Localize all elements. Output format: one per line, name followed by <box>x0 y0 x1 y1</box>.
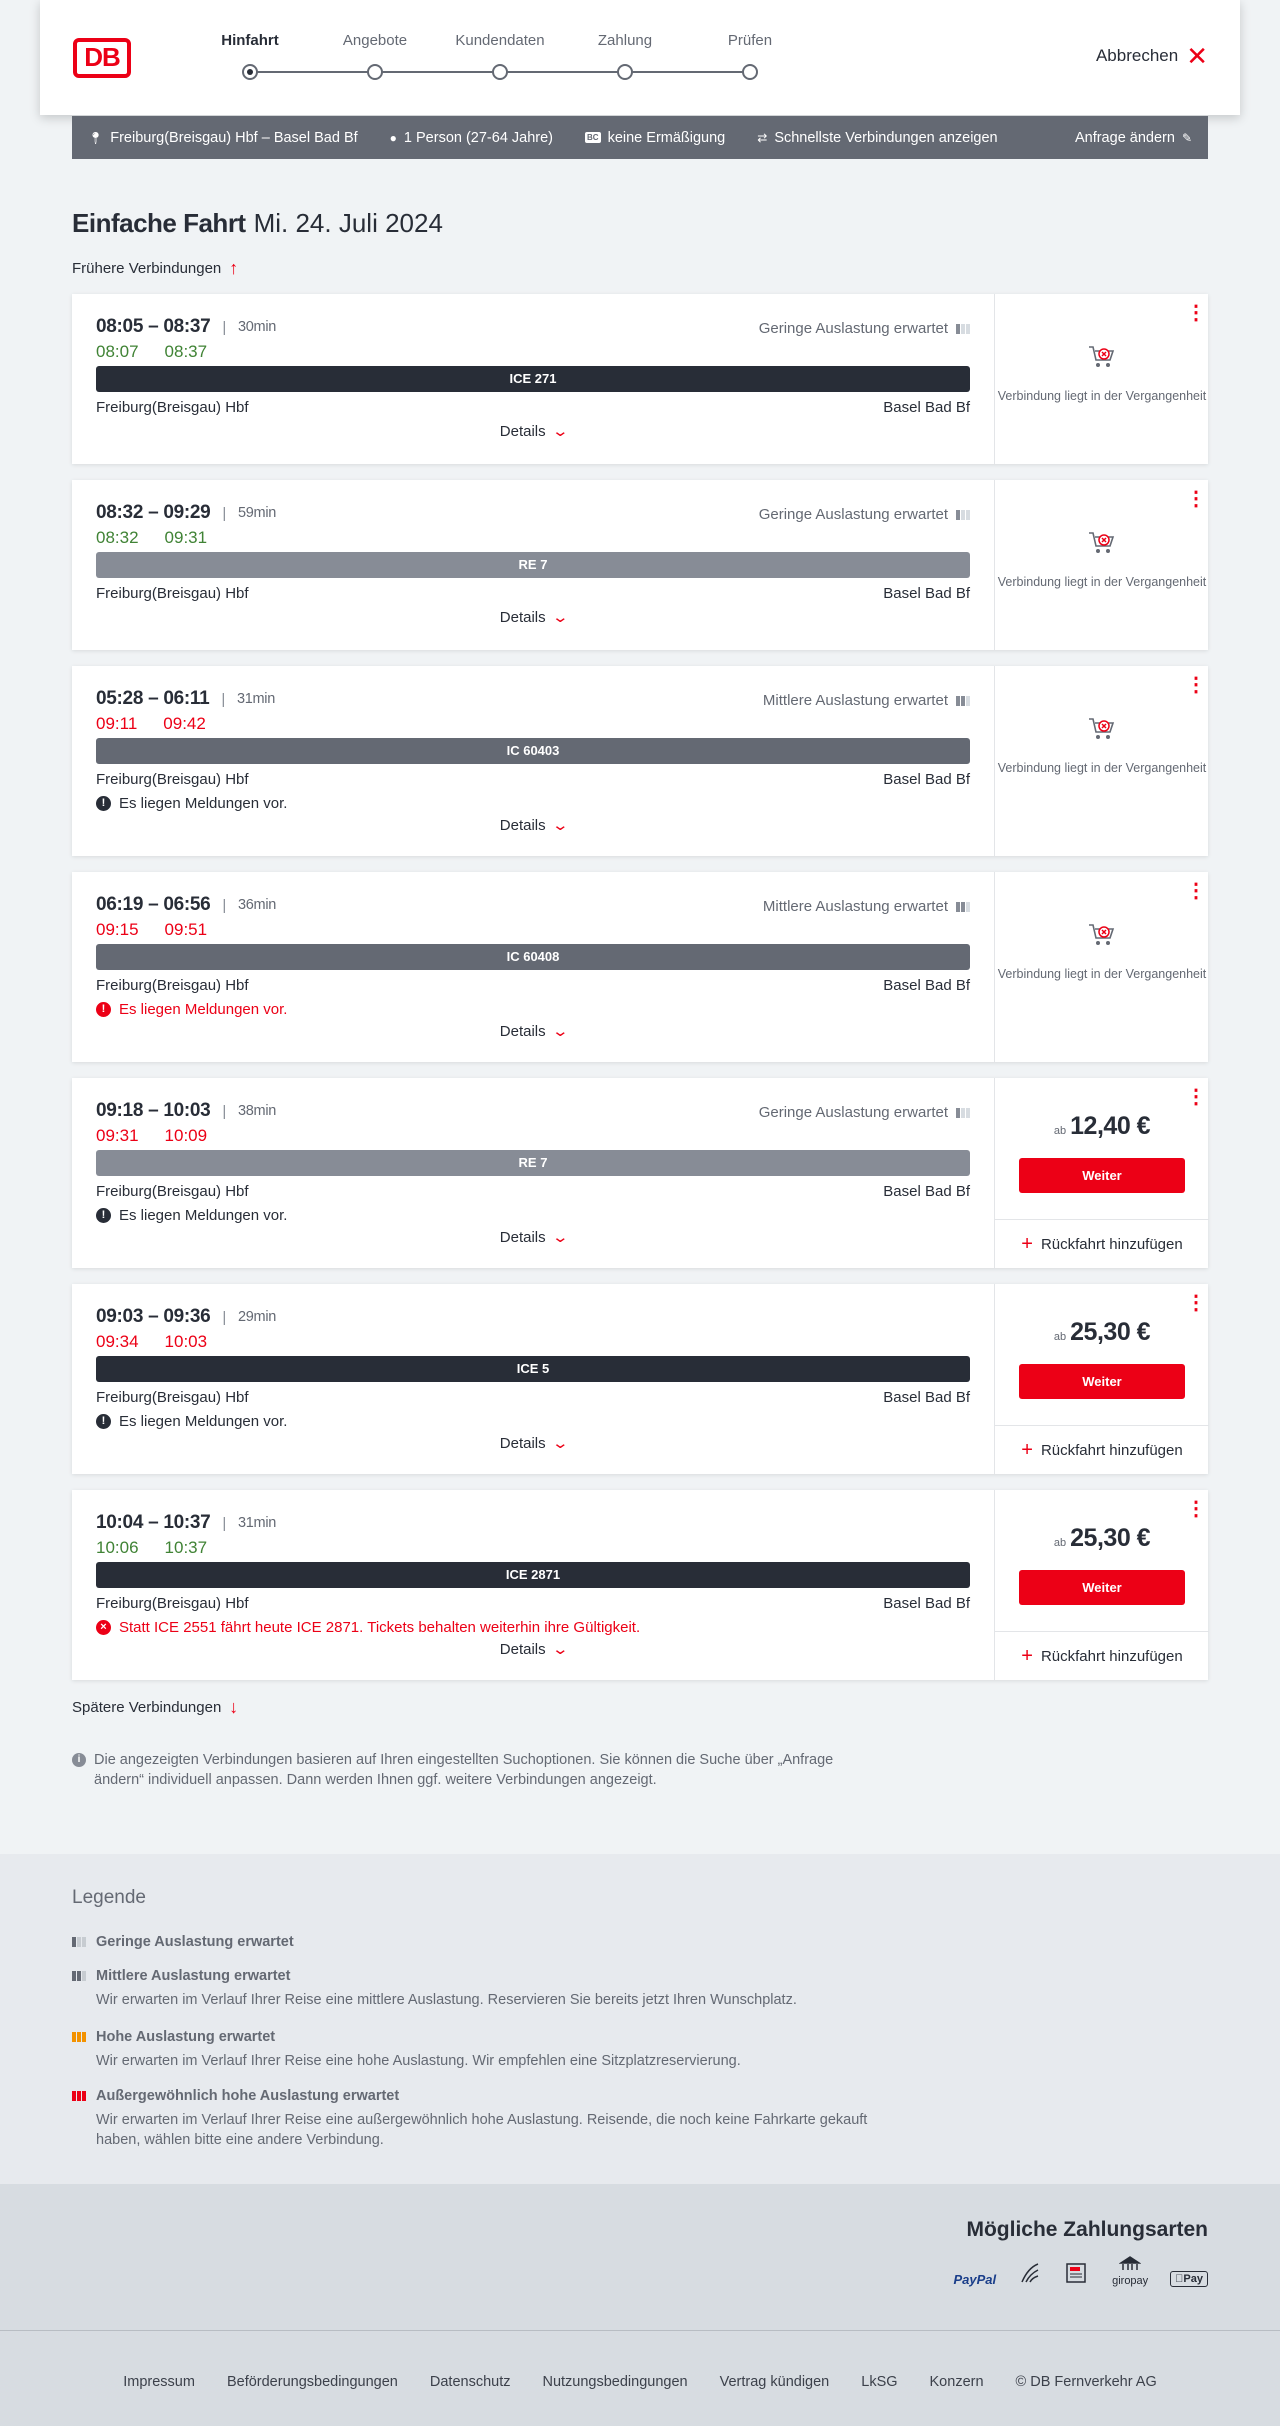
occupancy-level-icon <box>72 2032 86 2042</box>
scheduled-times <box>96 316 276 338</box>
plus-icon: + <box>1021 1438 1033 1461</box>
details-label: Details <box>499 1640 546 1658</box>
details-label: Details <box>499 1228 546 1246</box>
occupancy-icon <box>956 696 970 706</box>
stations <box>96 399 970 416</box>
duration: 38min <box>238 1103 277 1119</box>
payment-icons <box>953 2256 1208 2287</box>
separator: | <box>222 1514 227 1532</box>
times-text: 10:04 – 10:37 <box>96 1512 211 1533</box>
legend-item-title: Mittlere Auslastung erwartet <box>96 1968 291 1984</box>
cart-unavailable-icon <box>1087 344 1117 370</box>
separator: | <box>222 504 227 522</box>
offer-area <box>994 480 1208 650</box>
realtime-arrival: 08:37 <box>164 342 208 361</box>
chevron-down-icon: ⌄ <box>551 1641 569 1658</box>
info-icon: i <box>72 1753 86 1767</box>
stations <box>96 1183 970 1200</box>
legend-section <box>0 1854 1280 2184</box>
realtime-arrival: 09:51 <box>164 920 208 939</box>
credit-card-icon <box>1018 2262 1042 2287</box>
price-prefix: ab <box>1053 1331 1067 1343</box>
db-logo[interactable]: DB <box>73 38 131 78</box>
footer-link[interactable]: Beförderungsbedingungen <box>226 2374 398 2390</box>
realtime-arrival: 09:31 <box>164 528 208 547</box>
message-text: Es liegen Meldungen vor. <box>119 1207 288 1224</box>
scheduled-times <box>96 1512 276 1534</box>
legend-item <box>72 1934 872 1950</box>
occupancy-icon <box>956 1108 970 1118</box>
close-icon: ✕ <box>1186 41 1208 71</box>
payment-title: Mögliche Zahlungsarten <box>966 2218 1208 2241</box>
details-toggle[interactable] <box>72 608 994 626</box>
alert-icon: ! <box>96 1414 111 1429</box>
query-route <box>88 130 358 146</box>
details-toggle[interactable] <box>72 1022 994 1040</box>
sepa-icon <box>1064 2262 1090 2287</box>
stations <box>96 1389 970 1406</box>
realtime-departure: 09:31 <box>96 1126 139 1145</box>
occupancy-icon <box>956 324 970 334</box>
legend-item <box>72 1968 872 2010</box>
origin-station: Freiburg(Breisgau) Hbf <box>96 771 249 788</box>
later-connections-link[interactable] <box>72 1697 238 1718</box>
progress-header <box>40 0 1240 115</box>
connection-card <box>72 294 1208 464</box>
continue-button[interactable]: Weiter <box>1019 1158 1185 1193</box>
step-label: Zahlung <box>597 32 653 49</box>
more-options-icon[interactable]: ⋮ <box>1186 488 1206 510</box>
train-bar[interactable]: IC 60403 <box>96 738 970 764</box>
occupancy-icon <box>956 510 970 520</box>
step-hinfahrt <box>190 32 310 54</box>
destination-station: Basel Bad Bf <box>883 1595 970 1612</box>
stations <box>96 771 970 788</box>
origin-station: Freiburg(Breisgau) Hbf <box>96 399 249 416</box>
price <box>995 1318 1209 1347</box>
alert-icon: ! <box>96 1208 111 1223</box>
continue-button[interactable]: Weiter <box>1019 1570 1185 1605</box>
realtime-times <box>96 1126 207 1146</box>
realtime-arrival: 10:37 <box>164 1538 208 1557</box>
earlier-label: Frühere Verbindungen <box>72 260 222 277</box>
step-label: Prüfen <box>727 32 773 49</box>
add-return-trip-button[interactable] <box>995 1219 1209 1268</box>
legend-item <box>72 2029 872 2071</box>
cart-unavailable-icon <box>1087 922 1117 948</box>
details-label: Details <box>499 1022 546 1040</box>
info-text: Die angezeigten Verbindungen basieren auf Ihren eingestellten Suchoptionen. Sie können die Suche über „Anfrage ändern“ individuell anpassen. Dann werden Ihnen ggf. weitere Verbindungen angezeigt. <box>94 1752 834 1788</box>
details-label: Details <box>499 422 546 440</box>
occupancy-text: Geringe Auslastung erwartet <box>758 506 948 523</box>
step-zahlung <box>565 32 685 54</box>
cart-unavailable-icon <box>1087 716 1117 742</box>
route-text: Freiburg(Breisgau) Hbf – Basel Bad Bf <box>110 129 358 146</box>
step-kundendaten <box>440 32 560 54</box>
cancel-button[interactable] <box>1095 41 1208 71</box>
occupancy-indicator <box>763 898 970 915</box>
message-text: Es liegen Meldungen vor. <box>119 1413 288 1430</box>
origin-station: Freiburg(Breisgau) Hbf <box>96 585 249 602</box>
connection-details-area <box>72 294 994 464</box>
legend-item-title: Hohe Auslastung erwartet <box>96 2029 276 2045</box>
realtime-arrival: 09:42 <box>163 714 206 733</box>
times-text: 09:18 – 10:03 <box>96 1100 211 1121</box>
price <box>995 1112 1209 1141</box>
details-toggle[interactable] <box>72 422 994 440</box>
step-dot <box>367 64 383 80</box>
arrow-down-icon: ↓ <box>229 1697 239 1717</box>
apple-pay-icon <box>1170 2271 1208 2287</box>
legend-item-desc: Wir erwarten im Verlauf Ihrer Reise eine mittlere Auslastung. Reservieren Sie bereits jetzt Ihren Wunschplatz. <box>96 1992 797 2008</box>
realtime-times <box>96 1538 207 1558</box>
connection-details-area <box>72 1490 994 1680</box>
connection-card <box>72 1490 1208 1680</box>
times-text: 08:32 – 09:29 <box>96 502 211 523</box>
occupancy-icon <box>956 902 970 912</box>
connection-message <box>96 1619 640 1636</box>
bahncard-icon: BC <box>587 133 599 142</box>
price-value: 12,40 € <box>1070 1112 1151 1140</box>
separator: | <box>221 690 225 708</box>
separator: | <box>222 1308 227 1326</box>
offer-area <box>994 1078 1208 1268</box>
occupancy-level-icon <box>72 1971 86 1981</box>
destination-station: Basel Bad Bf <box>883 771 970 788</box>
cancel-label: Abbrechen <box>1095 46 1179 65</box>
destination-station: Basel Bad Bf <box>883 585 970 602</box>
times-text: 06:19 – 06:56 <box>96 894 211 915</box>
connection-details-area <box>72 872 994 1062</box>
alert-icon: ! <box>96 796 111 811</box>
footer <box>0 2330 1280 2426</box>
query-option <box>757 130 997 146</box>
occupancy-indicator <box>759 506 970 523</box>
step-dot <box>742 64 758 80</box>
times-text: 08:05 – 08:37 <box>96 316 211 337</box>
details-label: Details <box>499 1434 546 1452</box>
applepay-label: Pay <box>1183 2273 1203 2285</box>
duration: 31min <box>236 691 275 707</box>
connection-message <box>96 1001 287 1018</box>
edit-query-button[interactable] <box>1075 130 1192 146</box>
step-dot <box>242 64 258 80</box>
connection-card <box>72 1078 1208 1268</box>
step-dot <box>617 64 633 80</box>
origin-station: Freiburg(Breisgau) Hbf <box>96 1183 249 1200</box>
realtime-departure: 09:11 <box>96 714 138 733</box>
chevron-down-icon: ⌄ <box>551 1229 569 1246</box>
return-label: Rückfahrt hinzufügen <box>1040 1647 1183 1665</box>
message-text: Statt ICE 2551 fährt heute ICE 2871. Tickets behalten weiterhin ihre Gültigkeit. <box>119 1619 641 1636</box>
message-text: Es liegen Meldungen vor. <box>119 1001 288 1018</box>
duration: 36min <box>238 897 277 913</box>
origin-station: Freiburg(Breisgau) Hbf <box>96 1389 249 1406</box>
message-text: Es liegen Meldungen vor. <box>119 795 288 812</box>
footer-link[interactable]: Vertrag kündigen <box>719 2374 830 2390</box>
continue-button[interactable]: Weiter <box>1019 1364 1185 1399</box>
step-angebote <box>315 32 435 54</box>
realtime-times <box>96 1332 207 1352</box>
legend-item-title: Außergewöhnlich hohe Auslastung erwartet <box>96 2088 400 2104</box>
past-connection-note <box>995 922 1209 982</box>
occupancy-indicator <box>759 1104 970 1121</box>
connection-details-area <box>72 480 994 650</box>
offer-area <box>994 872 1208 1062</box>
pencil-icon: ✎ <box>1181 130 1192 145</box>
details-toggle[interactable] <box>72 1640 994 1658</box>
payment-methods-section <box>0 2184 1280 2330</box>
price <box>995 1524 1209 1553</box>
train-bar[interactable]: ICE 2871 <box>96 1562 970 1588</box>
connection-details-area <box>72 1284 994 1474</box>
past-connection-note <box>995 716 1209 776</box>
add-return-trip-button[interactable] <box>995 1631 1209 1680</box>
return-label: Rückfahrt hinzufügen <box>1040 1441 1183 1459</box>
more-options-icon[interactable]: ⋮ <box>1186 1292 1206 1314</box>
earlier-connections-link[interactable] <box>72 258 238 279</box>
footer-link[interactable]: © DB Fernverkehr AG <box>1015 2374 1157 2390</box>
details-label: Details <box>499 608 546 626</box>
realtime-arrival: 10:03 <box>164 1332 208 1351</box>
legend-item <box>72 2088 872 2150</box>
train-bar[interactable]: RE 7 <box>96 552 970 578</box>
offer-area <box>994 666 1208 856</box>
realtime-times <box>96 342 207 362</box>
details-toggle[interactable] <box>72 816 994 834</box>
past-connection-note <box>995 344 1209 404</box>
plus-icon: + <box>1021 1644 1033 1667</box>
swap-arrows-icon: ⇄ <box>757 130 768 145</box>
connection-message <box>96 795 287 812</box>
footer-link[interactable]: LkSG <box>861 2374 898 2390</box>
query-summary-bar <box>72 116 1208 159</box>
train-bar[interactable]: RE 7 <box>96 1150 970 1176</box>
location-pin-icon: 📍︎ <box>88 130 104 145</box>
more-options-icon[interactable]: ⋮ <box>1186 1498 1206 1520</box>
realtime-times <box>96 920 207 940</box>
occupancy-text: Mittlere Auslastung erwartet <box>762 898 948 915</box>
connection-card <box>72 480 1208 650</box>
train-bar[interactable]: ICE 5 <box>96 1356 970 1382</box>
past-text: Verbindung liegt in der Vergangenheit <box>997 575 1207 589</box>
legend-heading <box>72 1934 872 1950</box>
occupancy-level-icon <box>72 2091 86 2101</box>
offer-area <box>994 1490 1208 1680</box>
step-dot <box>492 64 508 80</box>
step-label: Angebote <box>342 32 408 49</box>
occupancy-level-icon <box>72 1937 86 1947</box>
alert-icon: ! <box>96 1002 111 1017</box>
more-options-icon[interactable]: ⋮ <box>1186 880 1206 902</box>
separator: | <box>222 1102 227 1120</box>
scheduled-times <box>96 1306 276 1328</box>
footer-link[interactable]: Datenschutz <box>429 2374 511 2390</box>
step-pruefen <box>690 32 810 54</box>
chevron-down-icon: ⌄ <box>551 817 569 834</box>
realtime-arrival: 10:09 <box>164 1126 208 1145</box>
realtime-times <box>96 528 207 548</box>
duration: 29min <box>238 1309 277 1325</box>
query-passengers <box>390 130 553 146</box>
occupancy-indicator <box>763 692 970 709</box>
legend-item-title: Geringe Auslastung erwartet <box>96 1934 294 1950</box>
discount-text: keine Ermäßigung <box>607 129 726 146</box>
past-text: Verbindung liegt in der Vergangenheit <box>997 761 1207 775</box>
past-connection-note <box>995 530 1209 590</box>
plus-icon: + <box>1021 1232 1033 1255</box>
realtime-departure: 08:07 <box>96 342 139 361</box>
past-text: Verbindung liegt in der Vergangenheit <box>997 389 1207 403</box>
cart-unavailable-icon <box>1087 530 1117 556</box>
footer-link[interactable]: Nutzungsbedingungen <box>542 2374 688 2390</box>
separator: | <box>222 896 227 914</box>
connection-details-area <box>72 666 994 856</box>
separator: | <box>222 318 227 336</box>
price-prefix: ab <box>1053 1537 1067 1549</box>
destination-station: Basel Bad Bf <box>883 977 970 994</box>
query-discount <box>585 130 725 146</box>
occupancy-text: Geringe Auslastung erwartet <box>758 1104 948 1121</box>
trip-type: Einfache Fahrt <box>72 208 246 238</box>
train-bar[interactable]: ICE 271 <box>96 366 970 392</box>
stations <box>96 585 970 602</box>
connection-card <box>72 1284 1208 1474</box>
destination-station: Basel Bad Bf <box>883 399 970 416</box>
scheduled-times <box>96 1100 276 1122</box>
origin-station: Freiburg(Breisgau) Hbf <box>96 1595 249 1612</box>
more-options-icon[interactable]: ⋮ <box>1186 302 1206 324</box>
footer-link[interactable]: Impressum <box>123 2374 195 2390</box>
arrow-up-icon: ↑ <box>229 258 239 278</box>
times-text: 05:28 – 06:11 <box>96 688 210 709</box>
person-icon: ● <box>389 130 397 145</box>
realtime-departure: 10:06 <box>96 1538 139 1557</box>
offer-area <box>994 294 1208 464</box>
scheduled-times <box>96 894 276 916</box>
connection-message <box>96 1413 287 1430</box>
giropay-icon <box>1112 2256 1148 2287</box>
past-text: Verbindung liegt in der Vergangenheit <box>997 967 1207 981</box>
destination-station: Basel Bad Bf <box>883 1389 970 1406</box>
cancel-circle-icon: × <box>96 1620 111 1635</box>
legend-heading <box>72 2088 872 2104</box>
occupancy-indicator <box>759 320 970 337</box>
booking-steps <box>180 32 780 82</box>
chevron-down-icon: ⌄ <box>551 1023 569 1040</box>
later-label: Spätere Verbindungen <box>72 1699 222 1716</box>
times-text: 09:03 – 09:36 <box>96 1306 211 1327</box>
paypal-icon: PayPal <box>953 2272 997 2287</box>
stations <box>96 1595 970 1612</box>
return-label: Rückfahrt hinzufügen <box>1040 1235 1183 1253</box>
chevron-down-icon: ⌄ <box>551 1435 569 1452</box>
scheduled-times <box>96 688 275 710</box>
trip-date: Mi. 24. Juli 2024 <box>253 208 443 238</box>
more-options-icon[interactable]: ⋮ <box>1186 1086 1206 1108</box>
page-title <box>72 208 443 239</box>
offer-area <box>994 1284 1208 1474</box>
legend-item-desc: Wir erwarten im Verlauf Ihrer Reise eine außergewöhnlich hohe Auslastung. Reisende, die noch keine Fahrkarte gekauft haben, wählen bitte eine andere Verbindung. <box>96 2112 868 2148</box>
realtime-departure: 08:32 <box>96 528 139 547</box>
realtime-times <box>96 714 206 734</box>
occupancy-text: Geringe Auslastung erwartet <box>758 320 948 337</box>
price-value: 25,30 € <box>1070 1524 1151 1552</box>
legend-item-desc: Wir erwarten im Verlauf Ihrer Reise eine hohe Auslastung. Wir empfehlen eine Sitzplatzreservierung. <box>96 2053 741 2069</box>
price-value: 25,30 € <box>1070 1318 1151 1346</box>
realtime-departure: 09:34 <box>96 1332 139 1351</box>
connection-card <box>72 666 1208 856</box>
footer-links <box>0 2374 1280 2390</box>
occupancy-text: Mittlere Auslastung erwartet <box>762 692 948 709</box>
scheduled-times <box>96 502 276 524</box>
giropay-label: giropay <box>1112 2275 1149 2287</box>
destination-station: Basel Bad Bf <box>883 1183 970 1200</box>
connection-card <box>72 872 1208 1062</box>
option-text: Schnellste Verbindungen anzeigen <box>774 129 998 146</box>
details-label: Details <box>499 816 546 834</box>
search-info-note <box>72 1750 852 1790</box>
more-options-icon[interactable]: ⋮ <box>1186 674 1206 696</box>
origin-station: Freiburg(Breisgau) Hbf <box>96 977 249 994</box>
passengers-text: 1 Person (27-64 Jahre) <box>403 129 554 146</box>
legend-heading <box>72 2029 872 2045</box>
realtime-departure: 09:15 <box>96 920 139 939</box>
footer-link[interactable]: Konzern <box>929 2374 984 2390</box>
add-return-trip-button[interactable] <box>995 1425 1209 1474</box>
step-label: Hinfahrt <box>221 32 279 49</box>
legend-title: Legende <box>72 1887 146 1908</box>
connection-message <box>96 1207 287 1224</box>
price-prefix: ab <box>1053 1125 1067 1137</box>
duration: 30min <box>238 319 277 335</box>
connection-details-area <box>72 1078 994 1268</box>
duration: 31min <box>238 1515 277 1531</box>
edit-label: Anfrage ändern <box>1074 129 1175 146</box>
details-toggle[interactable] <box>72 1434 994 1452</box>
chevron-down-icon: ⌄ <box>551 609 569 626</box>
chevron-down-icon: ⌄ <box>551 423 569 440</box>
duration: 59min <box>238 505 277 521</box>
legend-heading <box>72 1968 872 1984</box>
stations <box>96 977 970 994</box>
step-label: Kundendaten <box>455 32 545 49</box>
train-bar[interactable]: IC 60408 <box>96 944 970 970</box>
details-toggle[interactable] <box>72 1228 994 1246</box>
